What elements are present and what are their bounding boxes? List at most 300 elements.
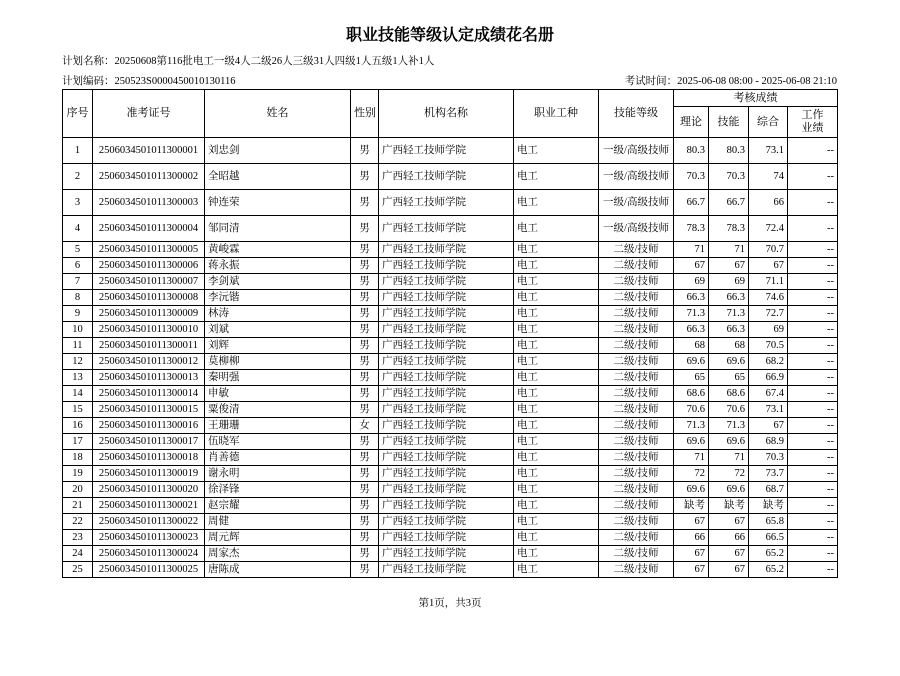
cell-seq: 22 <box>63 514 93 530</box>
cell-theory-score: 66 <box>674 530 709 546</box>
cell-institution: 广西轻工技师学院 <box>379 258 514 274</box>
cell-occupation: 电工 <box>514 290 599 306</box>
cell-skill-level: 二级/技师 <box>599 354 674 370</box>
cell-name: 秦明强 <box>205 370 351 386</box>
table-row <box>63 386 838 402</box>
cell-skill-level: 二级/技师 <box>599 386 674 402</box>
cell-gender: 男 <box>351 164 379 190</box>
cell-skill-score: 65 <box>709 370 749 386</box>
cell-institution: 广西轻工技师学院 <box>379 498 514 514</box>
cell-seq: 16 <box>63 418 93 434</box>
header-skill-score: 技能 <box>709 107 749 138</box>
cell-name: 周健 <box>205 514 351 530</box>
cell-gender: 男 <box>351 322 379 338</box>
cell-skill-score: 70.6 <box>709 402 749 418</box>
cell-seq: 2 <box>63 164 93 190</box>
cell-ticket-number: 2506034501011300007 <box>93 274 205 290</box>
cell-occupation: 电工 <box>514 190 599 216</box>
cell-overall-score: 68.9 <box>749 434 788 450</box>
cell-ticket-number: 2506034501011300010 <box>93 322 205 338</box>
cell-seq: 13 <box>63 370 93 386</box>
cell-performance-score: -- <box>788 258 838 274</box>
header-skill-level: 技能等级 <box>599 90 674 138</box>
cell-skill-score: 80.3 <box>709 138 749 164</box>
cell-overall-score: 68.2 <box>749 354 788 370</box>
cell-gender: 男 <box>351 370 379 386</box>
cell-skill-level: 二级/技师 <box>599 274 674 290</box>
cell-performance-score: -- <box>788 164 838 190</box>
cell-skill-score: 66.3 <box>709 322 749 338</box>
table-row <box>63 190 838 216</box>
cell-occupation: 电工 <box>514 354 599 370</box>
cell-occupation: 电工 <box>514 466 599 482</box>
cell-institution: 广西轻工技师学院 <box>379 482 514 498</box>
cell-ticket-number: 2506034501011300021 <box>93 498 205 514</box>
cell-gender: 男 <box>351 290 379 306</box>
cell-institution: 广西轻工技师学院 <box>379 190 514 216</box>
cell-theory-score: 66.3 <box>674 290 709 306</box>
cell-gender: 男 <box>351 482 379 498</box>
cell-name: 申敏 <box>205 386 351 402</box>
cell-name: 钟连荣 <box>205 190 351 216</box>
cell-skill-score: 66 <box>709 530 749 546</box>
cell-name: 莫柳柳 <box>205 354 351 370</box>
cell-occupation: 电工 <box>514 322 599 338</box>
exam-time-line <box>625 75 837 89</box>
cell-skill-score: 69 <box>709 274 749 290</box>
cell-skill-level: 二级/技师 <box>599 450 674 466</box>
cell-overall-score: 67.4 <box>749 386 788 402</box>
header-row-main <box>63 90 838 107</box>
cell-overall-score: 71.1 <box>749 274 788 290</box>
cell-skill-score: 68 <box>709 338 749 354</box>
cell-skill-level: 一级/高级技师 <box>599 138 674 164</box>
cell-skill-score: 66.3 <box>709 290 749 306</box>
cell-institution: 广西轻工技师学院 <box>379 338 514 354</box>
cell-ticket-number: 2506034501011300017 <box>93 434 205 450</box>
cell-skill-score: 缺考 <box>709 498 749 514</box>
cell-ticket-number: 2506034501011300008 <box>93 290 205 306</box>
table-row <box>63 418 838 434</box>
table-row <box>63 322 838 338</box>
cell-ticket-number: 2506034501011300018 <box>93 450 205 466</box>
exam-time-label: 考试时间： <box>624 76 678 87</box>
header-theory-score: 理论 <box>674 107 709 138</box>
cell-ticket-number: 2506034501011300015 <box>93 402 205 418</box>
cell-institution: 广西轻工技师学院 <box>379 242 514 258</box>
cell-seq: 9 <box>63 306 93 322</box>
plan-name-value: 20250608第116批电工一级4人二级26人三级31人四级1人五级1人补1人 <box>114 56 435 67</box>
table-row <box>63 466 838 482</box>
cell-occupation: 电工 <box>514 434 599 450</box>
cell-skill-level: 二级/技师 <box>599 322 674 338</box>
cell-institution: 广西轻工技师学院 <box>379 546 514 562</box>
cell-occupation: 电工 <box>514 530 599 546</box>
cell-gender: 男 <box>351 354 379 370</box>
cell-ticket-number: 2506034501011300022 <box>93 514 205 530</box>
cell-occupation: 电工 <box>514 450 599 466</box>
cell-occupation: 电工 <box>514 258 599 274</box>
table-row <box>63 482 838 498</box>
cell-occupation: 电工 <box>514 242 599 258</box>
cell-performance-score: -- <box>788 482 838 498</box>
header-scores-group: 考核成绩 <box>674 90 838 107</box>
table-row <box>63 338 838 354</box>
cell-theory-score: 67 <box>674 258 709 274</box>
cell-overall-score: 73.7 <box>749 466 788 482</box>
cell-skill-level: 二级/技师 <box>599 546 674 562</box>
cell-seq: 1 <box>63 138 93 164</box>
header-overall-score: 综合 <box>749 107 788 138</box>
cell-overall-score: 67 <box>749 258 788 274</box>
cell-seq: 4 <box>63 216 93 242</box>
cell-theory-score: 67 <box>674 546 709 562</box>
cell-theory-score: 65 <box>674 370 709 386</box>
cell-skill-level: 二级/技师 <box>599 402 674 418</box>
cell-theory-score: 66.7 <box>674 190 709 216</box>
cell-skill-score: 71 <box>709 242 749 258</box>
table-row <box>63 306 838 322</box>
cell-institution: 广西轻工技师学院 <box>379 274 514 290</box>
cell-name: 刘斌 <box>205 322 351 338</box>
cell-name: 肖善德 <box>205 450 351 466</box>
cell-seq: 15 <box>63 402 93 418</box>
table-row <box>63 434 838 450</box>
cell-name: 谢永明 <box>205 466 351 482</box>
cell-ticket-number: 2506034501011300014 <box>93 386 205 402</box>
plan-code-value: 250523S0000450010130116 <box>114 76 236 87</box>
cell-gender: 男 <box>351 530 379 546</box>
cell-institution: 广西轻工技师学院 <box>379 418 514 434</box>
cell-seq: 25 <box>63 562 93 578</box>
cell-performance-score: -- <box>788 530 838 546</box>
cell-occupation: 电工 <box>514 274 599 290</box>
cell-performance-score: -- <box>788 274 838 290</box>
table-row <box>63 164 838 190</box>
cell-skill-score: 67 <box>709 514 749 530</box>
cell-skill-score: 68.6 <box>709 386 749 402</box>
cell-seq: 21 <box>63 498 93 514</box>
cell-theory-score: 71.3 <box>674 418 709 434</box>
cell-performance-score: -- <box>788 546 838 562</box>
cell-occupation: 电工 <box>514 370 599 386</box>
cell-name: 周家杰 <box>205 546 351 562</box>
cell-performance-score: -- <box>788 434 838 450</box>
cell-gender: 男 <box>351 306 379 322</box>
cell-institution: 广西轻工技师学院 <box>379 216 514 242</box>
cell-theory-score: 66.3 <box>674 322 709 338</box>
header-seq: 序号 <box>63 90 93 138</box>
cell-name: 刘忠剑 <box>205 138 351 164</box>
cell-performance-score: -- <box>788 562 838 578</box>
cell-name: 蒋永振 <box>205 258 351 274</box>
cell-skill-score: 71.3 <box>709 306 749 322</box>
cell-name: 赵宗耀 <box>205 498 351 514</box>
table-row <box>63 402 838 418</box>
cell-overall-score: 70.5 <box>749 338 788 354</box>
cell-gender: 男 <box>351 386 379 402</box>
cell-skill-level: 二级/技师 <box>599 290 674 306</box>
cell-ticket-number: 2506034501011300004 <box>93 216 205 242</box>
header-institution: 机构名称 <box>379 90 514 138</box>
cell-institution: 广西轻工技师学院 <box>379 290 514 306</box>
cell-seq: 24 <box>63 546 93 562</box>
table-row <box>63 216 838 242</box>
cell-gender: 男 <box>351 274 379 290</box>
cell-overall-score: 70.3 <box>749 450 788 466</box>
cell-seq: 12 <box>63 354 93 370</box>
cell-theory-score: 72 <box>674 466 709 482</box>
cell-seq: 8 <box>63 290 93 306</box>
table-row <box>63 450 838 466</box>
cell-name: 唐陈成 <box>205 562 351 578</box>
cell-name: 李剑斌 <box>205 274 351 290</box>
cell-performance-score: -- <box>788 190 838 216</box>
cell-seq: 5 <box>63 242 93 258</box>
cell-gender: 男 <box>351 216 379 242</box>
cell-overall-score: 65.8 <box>749 514 788 530</box>
plan-name-line <box>62 55 434 69</box>
cell-skill-score: 71 <box>709 450 749 466</box>
cell-seq: 23 <box>63 530 93 546</box>
cell-skill-level: 二级/技师 <box>599 562 674 578</box>
cell-skill-score: 69.6 <box>709 434 749 450</box>
header-performance-label: 工作业绩 <box>801 109 824 134</box>
cell-skill-level: 二级/技师 <box>599 370 674 386</box>
cell-gender: 男 <box>351 138 379 164</box>
cell-theory-score: 71.3 <box>674 306 709 322</box>
cell-overall-score: 68.7 <box>749 482 788 498</box>
cell-skill-score: 67 <box>709 258 749 274</box>
cell-occupation: 电工 <box>514 498 599 514</box>
cell-skill-score: 67 <box>709 546 749 562</box>
cell-skill-score: 78.3 <box>709 216 749 242</box>
cell-gender: 男 <box>351 242 379 258</box>
cell-performance-score: -- <box>788 322 838 338</box>
cell-performance-score: -- <box>788 402 838 418</box>
header-occupation: 职业工种 <box>514 90 599 138</box>
cell-institution: 广西轻工技师学院 <box>379 562 514 578</box>
cell-performance-score: -- <box>788 370 838 386</box>
cell-gender: 男 <box>351 434 379 450</box>
cell-institution: 广西轻工技师学院 <box>379 514 514 530</box>
cell-seq: 18 <box>63 450 93 466</box>
cell-occupation: 电工 <box>514 386 599 402</box>
cell-overall-score: 67 <box>749 418 788 434</box>
cell-occupation: 电工 <box>514 164 599 190</box>
cell-theory-score: 70.6 <box>674 402 709 418</box>
table-row <box>63 274 838 290</box>
cell-skill-score: 72 <box>709 466 749 482</box>
cell-skill-score: 70.3 <box>709 164 749 190</box>
cell-skill-score: 66.7 <box>709 190 749 216</box>
cell-gender: 男 <box>351 514 379 530</box>
table-row <box>63 562 838 578</box>
cell-overall-score: 72.7 <box>749 306 788 322</box>
cell-overall-score: 66.5 <box>749 530 788 546</box>
cell-name: 王珊珊 <box>205 418 351 434</box>
table-row <box>63 546 838 562</box>
cell-name: 刘辉 <box>205 338 351 354</box>
cell-overall-score: 74 <box>749 164 788 190</box>
cell-institution: 广西轻工技师学院 <box>379 530 514 546</box>
cell-seq: 17 <box>63 434 93 450</box>
table-row <box>63 138 838 164</box>
cell-occupation: 电工 <box>514 546 599 562</box>
cell-theory-score: 缺考 <box>674 498 709 514</box>
cell-theory-score: 69.6 <box>674 434 709 450</box>
cell-theory-score: 70.3 <box>674 164 709 190</box>
cell-gender: 男 <box>351 338 379 354</box>
cell-gender: 男 <box>351 498 379 514</box>
cell-performance-score: -- <box>788 354 838 370</box>
cell-skill-level: 二级/技师 <box>599 338 674 354</box>
cell-performance-score: -- <box>788 216 838 242</box>
header-name: 姓名 <box>205 90 351 138</box>
cell-institution: 广西轻工技师学院 <box>379 354 514 370</box>
cell-name: 粟俊清 <box>205 402 351 418</box>
cell-skill-level: 一级/高级技师 <box>599 216 674 242</box>
cell-performance-score: -- <box>788 306 838 322</box>
cell-name: 全昭越 <box>205 164 351 190</box>
cell-seq: 11 <box>63 338 93 354</box>
cell-ticket-number: 2506034501011300024 <box>93 546 205 562</box>
cell-gender: 男 <box>351 466 379 482</box>
cell-performance-score: -- <box>788 138 838 164</box>
cell-skill-score: 69.6 <box>709 482 749 498</box>
cell-skill-level: 二级/技师 <box>599 466 674 482</box>
cell-seq: 10 <box>63 322 93 338</box>
table-row <box>63 530 838 546</box>
cell-occupation: 电工 <box>514 562 599 578</box>
table-row <box>63 258 838 274</box>
cell-skill-score: 67 <box>709 562 749 578</box>
cell-ticket-number: 2506034501011300006 <box>93 258 205 274</box>
cell-overall-score: 73.1 <box>749 138 788 164</box>
cell-institution: 广西轻工技师学院 <box>379 138 514 164</box>
cell-institution: 广西轻工技师学院 <box>379 402 514 418</box>
cell-skill-score: 69.6 <box>709 354 749 370</box>
cell-performance-score: -- <box>788 242 838 258</box>
table-row <box>63 354 838 370</box>
cell-ticket-number: 2506034501011300005 <box>93 242 205 258</box>
cell-gender: 男 <box>351 402 379 418</box>
cell-occupation: 电工 <box>514 216 599 242</box>
plan-name-label: 计划名称： <box>62 56 115 67</box>
cell-name: 周元辉 <box>205 530 351 546</box>
header-performance-score <box>788 107 838 138</box>
cell-overall-score: 74.6 <box>749 290 788 306</box>
cell-ticket-number: 2506034501011300009 <box>93 306 205 322</box>
cell-theory-score: 68 <box>674 338 709 354</box>
cell-ticket-number: 2506034501011300025 <box>93 562 205 578</box>
table-row <box>63 498 838 514</box>
cell-overall-score: 缺考 <box>749 498 788 514</box>
cell-occupation: 电工 <box>514 306 599 322</box>
cell-name: 邹同清 <box>205 216 351 242</box>
cell-overall-score: 66 <box>749 190 788 216</box>
cell-skill-level: 二级/技师 <box>599 434 674 450</box>
cell-name: 李沅锴 <box>205 290 351 306</box>
cell-skill-level: 二级/技师 <box>599 530 674 546</box>
cell-seq: 20 <box>63 482 93 498</box>
cell-performance-score: -- <box>788 450 838 466</box>
table-row <box>63 514 838 530</box>
cell-occupation: 电工 <box>514 138 599 164</box>
cell-theory-score: 71 <box>674 242 709 258</box>
cell-skill-level: 一级/高级技师 <box>599 190 674 216</box>
cell-gender: 男 <box>351 258 379 274</box>
cell-seq: 7 <box>63 274 93 290</box>
cell-name: 徐泽锋 <box>205 482 351 498</box>
cell-skill-score: 71.3 <box>709 418 749 434</box>
cell-theory-score: 68.6 <box>674 386 709 402</box>
cell-seq: 3 <box>63 190 93 216</box>
header-ticket-number: 准考证号 <box>93 90 205 138</box>
cell-ticket-number: 2506034501011300002 <box>93 164 205 190</box>
cell-overall-score: 73.1 <box>749 402 788 418</box>
cell-performance-score: -- <box>788 514 838 530</box>
cell-gender: 女 <box>351 418 379 434</box>
cell-performance-score: -- <box>788 338 838 354</box>
cell-skill-level: 二级/技师 <box>599 514 674 530</box>
cell-theory-score: 78.3 <box>674 216 709 242</box>
cell-gender: 男 <box>351 546 379 562</box>
cell-institution: 广西轻工技师学院 <box>379 164 514 190</box>
cell-skill-level: 二级/技师 <box>599 418 674 434</box>
cell-skill-level: 二级/技师 <box>599 242 674 258</box>
cell-theory-score: 80.3 <box>674 138 709 164</box>
cell-ticket-number: 2506034501011300013 <box>93 370 205 386</box>
table-header <box>63 90 838 138</box>
table-row <box>63 242 838 258</box>
cell-occupation: 电工 <box>514 482 599 498</box>
page-number: 第1页，共3页 <box>418 598 482 609</box>
score-roster-table <box>62 89 838 578</box>
cell-performance-score: -- <box>788 466 838 482</box>
cell-skill-level: 一级/高级技师 <box>599 164 674 190</box>
cell-ticket-number: 2506034501011300001 <box>93 138 205 164</box>
cell-institution: 广西轻工技师学院 <box>379 322 514 338</box>
cell-ticket-number: 2506034501011300023 <box>93 530 205 546</box>
cell-ticket-number: 2506034501011300016 <box>93 418 205 434</box>
cell-gender: 男 <box>351 450 379 466</box>
cell-occupation: 电工 <box>514 514 599 530</box>
cell-overall-score: 65.2 <box>749 562 788 578</box>
cell-skill-level: 二级/技师 <box>599 498 674 514</box>
cell-institution: 广西轻工技师学院 <box>379 434 514 450</box>
cell-gender: 男 <box>351 562 379 578</box>
cell-overall-score: 70.7 <box>749 242 788 258</box>
document-title: 职业技能等级认定成绩花名册 <box>345 27 554 44</box>
cell-occupation: 电工 <box>514 338 599 354</box>
table-row <box>63 370 838 386</box>
cell-seq: 6 <box>63 258 93 274</box>
cell-name: 黄峻霖 <box>205 242 351 258</box>
table-body <box>63 138 838 578</box>
cell-ticket-number: 2506034501011300003 <box>93 190 205 216</box>
exam-time-value: 2025-06-08 08:00 - 2025-06-08 21:10 <box>677 76 837 87</box>
cell-occupation: 电工 <box>514 418 599 434</box>
cell-performance-score: -- <box>788 290 838 306</box>
cell-ticket-number: 2506034501011300019 <box>93 466 205 482</box>
cell-theory-score: 67 <box>674 514 709 530</box>
cell-theory-score: 71 <box>674 450 709 466</box>
cell-overall-score: 72.4 <box>749 216 788 242</box>
cell-ticket-number: 2506034501011300020 <box>93 482 205 498</box>
cell-gender: 男 <box>351 190 379 216</box>
cell-theory-score: 69 <box>674 274 709 290</box>
